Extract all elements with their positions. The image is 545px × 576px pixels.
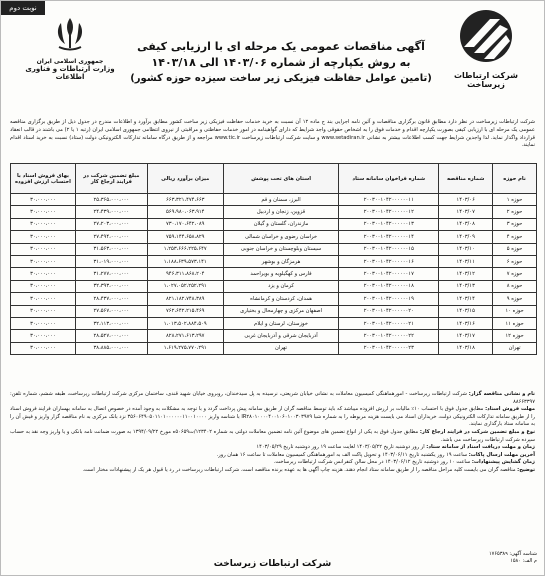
note-text: از روز دوشنبه تاریخ ۱۴۰۳/۰۵/۲۲ لغایت ساعت ۱۹ روز دوشنبه تاریخ ۱۴۰۳/۰۵/۲۹ — [256, 444, 425, 451]
note-text: ساعت ۱۹ روز یکشنبه تاریخ ۱۴۰۳/۰۶/۱۱ و تحویل پاکت الف به امورهماهنگی کمیسیون معاملات تا ساعت ۱۶ همان روز. — [216, 451, 468, 458]
cell-tender-number: ۱۴۰۳/۱۸ — [439, 342, 493, 354]
cell-guarantee: ۲۷،۲۰۳،۰۰۰،۰۰۰ — [75, 218, 147, 230]
cell-document-price: ۳۰،۰۰۰،۰۰۰ — [11, 280, 76, 292]
cell-guarantee: ۲۸،۵۲۷،۰۰۰،۰۰۰ — [75, 330, 147, 342]
cell-tender-number: ۱۴۰۳/۰۸ — [439, 218, 493, 230]
table-row — [11, 231, 537, 243]
cell-tender-number: ۱۴۰۳/۱۱ — [439, 255, 493, 267]
cell-estimate: ۸۲۱،۱۸۲،۷۴۸،۳۸۹ — [147, 293, 223, 305]
note-item — [10, 429, 535, 444]
cell-estimate: ۵۶۹،۹۸۰،۰۶۳،۹۱۴ — [147, 206, 223, 218]
cell-tender-number: ۱۴۰۳/۱۳ — [439, 280, 493, 292]
cell-document-price: ۳۰،۰۰۰،۰۰۰ — [11, 293, 76, 305]
cell-document-price: ۳۰،۰۰۰،۰۰۰ — [11, 317, 76, 329]
cell-guarantee: ۳۱،۲۷۷،۰۰۰،۰۰۰ — [75, 268, 147, 280]
cell-tender-number: ۱۴۰۳/۰۶ — [439, 194, 493, 206]
cell-estimate: ۱،۲۵۳،۶۶۶،۲۲۵،۶۴۷ — [147, 243, 223, 255]
table-row — [11, 218, 537, 230]
cell-guarantee: ۳۱،۵۶۳،۰۰۰،۰۰۰ — [75, 243, 147, 255]
note-label: مهلت فروش اسناد: — [485, 406, 535, 413]
cell-document-price: ۳۰،۰۰۰،۰۰۰ — [11, 342, 76, 354]
notice-titles — [126, 39, 436, 87]
note-text: شرکت ارتباطات زیرساخت - امورهماهنگی کمیسیون معاملات به نشانی خیابان شریعتی، نرسیده به پل سیدخندان، روبروی خیابان شهید قندی، ساختمان مرکزی شرکت ارتباطات زیرساخت، طبقه ششم، شماره تلفن: ۸۸۶۶۳۳۹۷ — [10, 391, 535, 405]
footer-company-name: شرکت ارتباطات زیرساخت — [213, 559, 332, 569]
table-row — [11, 305, 537, 317]
cell-region: حوزه ۱۰ — [493, 305, 537, 317]
notice-header — [1, 1, 544, 119]
cell-tender-number: ۱۴۰۳/۱۵ — [439, 305, 493, 317]
cell-estimate: ۹۴۶،۳۱۱،۸۶۸،۲۰۴ — [147, 268, 223, 280]
cell-estimate: ۶۶۳،۳۲۱،۴۷۴،۶۶۳ — [147, 194, 223, 206]
note-label: نوع و مبلغ تضمین شرکت در فرایند ارجاع کار: — [419, 428, 535, 435]
header-region: نام حوزه — [493, 164, 537, 194]
note-item — [10, 391, 535, 406]
cell-setad-number: ۲۰۰۳۰۰۱۰۴۲۰۰۰۰۰۰۲۰ — [339, 305, 439, 317]
cell-tender-number: ۱۴۰۳/۱۲ — [439, 268, 493, 280]
cell-region: حوزه ۱ — [493, 194, 537, 206]
cell-guarantee: ۲۵،۳۶۵،۰۰۰،۰۰۰ — [75, 194, 147, 206]
cell-document-price: ۳۰،۰۰۰،۰۰۰ — [11, 305, 76, 317]
cell-estimate: ۷۶۲،۶۴۲،۲۱۵،۴۶۹ — [147, 305, 223, 317]
cell-estimate: ۱،۰۲۷،۰۵۲،۲۵۲،۲۹۱ — [147, 280, 223, 292]
cell-region: حوزه ۳ — [493, 218, 537, 230]
ad-code: م الف: ۱۵۸۰ — [510, 558, 537, 564]
cell-document-price: ۳۰،۰۰۰،۰۰۰ — [11, 218, 76, 230]
cell-setad-number: ۲۰۰۳۰۰۱۰۴۲۰۰۰۰۰۰۲۳ — [339, 342, 439, 354]
header-tender-number: شماره مناقصه — [439, 164, 493, 194]
cell-estimate: ۸۲۸،۲۷۱،۶۱۳،۲۹۷ — [147, 330, 223, 342]
note-item — [10, 459, 535, 467]
cell-guarantee: ۳۲،۳۹۳،۰۰۰،۰۰۰ — [75, 280, 147, 292]
header-provinces: استان های تحت پوشش — [223, 164, 339, 194]
company-name: شرکت ارتباطات زیرساخت — [454, 71, 518, 89]
note-text: مطابق جدول فوق با احتساب ۱۰٪ مالیات بر ارزش افزوده میباشد که باید توسط مناقصه گران از طریق سامانه پیش پرداخت گردد و با توجه به مشکلات به وجود آمده در خصوص اتصال به سامانه بهسازان فرایند فروش اسناد را از طریق سامانه تدارکات الکترونیکی دولت، خریداران اسناد می بایست هزینه مربوطه را به شماره شبا IR۲۸۰۱۰۰۰۰۴۰۰۱۰۶۰۱۰۰۳۰۳۹۷۹ با شناسه واریز ۳۵۶۰۶۴۹۰۵۰۱۱۰۱۰۰۰۰۰۰۱۱۰۰۱۰۰۰۰ نزد بانک مرکزی به نام مناقصه گزار واریز و فیش آن را به سامانه ستاد بارگذاری نمایند. — [10, 406, 535, 428]
note-label: زمان گشایش پیشنهادات: — [471, 459, 535, 466]
note-text: ساعت ۱۰ روز دوشنبه تاریخ ۱۴۰۳/۰۶/۱۲ در محل سالن کنفرانس شرکت ارتباطات زیرساخت. — [273, 459, 471, 466]
cell-provinces: تهران — [223, 342, 339, 354]
cell-setad-number: ۲۰۰۳۰۰۱۰۴۲۰۰۰۰۰۰۱۴ — [339, 231, 439, 243]
header-document-price: بهای فروش اسناد با احتساب ارزش افزوده — [11, 164, 76, 194]
note-item — [10, 467, 535, 475]
cell-region: حوزه ۶ — [493, 255, 537, 267]
cell-document-price: ۳۰،۰۰۰،۰۰۰ — [11, 206, 76, 218]
intro-paragraph: شرکت ارتباطات زیرساخت در نظر دارد مطابق قانون برگزاری مناقصات و آئین نامه اجرایی بند ج ماده ۱۲ آن نسبت به خرید خدمات حفاظت فیزیکی زیر ساخت کشور مطابق برآورد و اطلاعات مندرج در جدول ذیل از طریق برگزاری مناقصه عمومی یک مرحله ای با ارزیابی کیفی بصورت یکپارچه اقدام و خدمات فوق را به اشخاص حقوقی واجد شرایط که دارای گواهینامه در امور خدمات حفاظتی و مراقبتی از نیروی انتظامی جمهوری اسلامی ایران (رتبه ۱ یا ۲) می باشند در قالب انعقاد قرارداد واگذار نماید. لذا واجدین شرایط جهت کسب اطلاعات بیشتر به نشانی www.setadiran.ir و سایت شرکت ارتباطات زیرساخت www.tic.ir مراجعه و از طریق درگاه سامانه تدارکات الکترونیکی دولت (ستاد) نسبت به خرید اسناد اقدام نمایند. — [10, 119, 536, 149]
cell-provinces: فارس و کهگیلویه و بویراحمد — [223, 268, 339, 280]
cell-document-price: ۳۰،۰۰۰،۰۰۰ — [11, 255, 76, 267]
table-row — [11, 194, 537, 206]
notice-title: آگهی مناقصات عمومی یک مرحله ای با ارزیابی کیفی — [137, 40, 425, 53]
cell-provinces: سیستان وبلوچستان و خراسان جنوبی — [223, 243, 339, 255]
cell-tender-number: ۱۴۰۳/۰۷ — [439, 206, 493, 218]
table-row — [11, 280, 537, 292]
cell-setad-number: ۲۰۰۳۰۰۱۰۴۲۰۰۰۰۰۰۱۶ — [339, 255, 439, 267]
cell-region: حوزه ۹ — [493, 293, 537, 305]
cell-guarantee: ۲۴،۴۳۹،۰۰۰،۰۰۰ — [75, 206, 147, 218]
cell-region: حوزه ۷ — [493, 268, 537, 280]
cell-tender-number: ۱۴۰۳/۱۷ — [439, 330, 493, 342]
cell-provinces: کرمان و یزد — [223, 280, 339, 292]
cell-setad-number: ۲۰۰۳۰۰۱۰۴۲۰۰۰۰۰۰۱۲ — [339, 206, 439, 218]
header-guarantee: مبلغ تضمین شرکت در فرایند ارجاع کار — [75, 164, 147, 194]
table-row — [11, 206, 537, 218]
note-text: مناقصه گران می بایست کلیه مراحل مناقصه را از طریق سامانه ستاد انجام دهند. هزینه چاپ آگهی ها به عهده برنده مناقصه است. شرکت ارتباطات زیرساخت در رد یا قبول هر یک از پیشنهادات مختار است. — [82, 466, 516, 473]
cell-setad-number: ۲۰۰۳۰۰۱۰۴۲۰۰۰۰۰۰۱۱ — [339, 194, 439, 206]
cell-guarantee: ۳۸،۸۸۵،۰۰۰،۰۰۰ — [75, 342, 147, 354]
cell-setad-number: ۲۰۰۳۰۰۱۰۴۲۰۰۰۰۰۰۱۹ — [339, 293, 439, 305]
note-item — [10, 406, 535, 429]
cell-guarantee: ۲۷،۵۶۷،۰۰۰،۰۰۰ — [75, 305, 147, 317]
cell-provinces: همدان، کردستان و کرمانشاه — [223, 293, 339, 305]
cell-region: حوزه ۱۲ — [493, 330, 537, 342]
ministry-logo — [15, 15, 125, 81]
ad-id: شناسه آگهی: ۱۷۶۵۳۸۹ — [488, 551, 537, 557]
cell-estimate: ۷۵۹،۱۴۴،۶۵۸،۸۲۹ — [147, 231, 223, 243]
cell-setad-number: ۲۰۰۳۰۰۱۰۴۲۰۰۰۰۰۰۱۷ — [339, 268, 439, 280]
cell-document-price: ۳۰،۰۰۰،۰۰۰ — [11, 330, 76, 342]
cell-setad-number: ۲۰۰۳۰۰۱۰۴۲۰۰۰۰۰۰۱۸ — [339, 280, 439, 292]
table-row — [11, 330, 537, 342]
iran-emblem-icon — [50, 15, 90, 53]
cell-setad-number: ۲۰۰۳۰۰۱۰۴۲۰۰۰۰۰۰۱۳ — [339, 218, 439, 230]
tender-notes — [10, 391, 535, 475]
cell-tender-number: ۱۴۰۳/۱۶ — [439, 317, 493, 329]
table-row — [11, 317, 537, 329]
cell-setad-number: ۲۰۰۳۰۰۱۰۴۲۰۰۰۰۰۰۱۵ — [339, 243, 439, 255]
note-label: توضیح: — [517, 466, 535, 473]
cell-setad-number: ۲۰۰۳۰۰۱۰۴۲۰۰۰۰۰۰۲۱ — [339, 317, 439, 329]
cell-estimate: ۱،۶۱۹،۲۷۵،۷۷۰،۲۹۱ — [147, 342, 223, 354]
table-row — [11, 342, 537, 354]
note-item — [10, 444, 535, 452]
note-text: مطابق جدول فوق به یکی از انواع تضمین های موضوع آئین نامه تضمین معاملات دولتی به شماره ۱۲۳۴۰۲/ت۵۰۶۵۹ه مورخ ۱۳۹۴/۰۹/۲۲ به صورت ضمانت نامه بانکی و یا واریز وجه نقد به حساب سپرده شرکت ارتباطات زیرساخت می باشد. — [10, 428, 535, 443]
cell-document-price: ۳۰،۰۰۰،۰۰۰ — [11, 243, 76, 255]
company-logo-icon — [454, 7, 518, 65]
cell-provinces: خراسان رضوی و خراسان شمالی — [223, 231, 339, 243]
cell-provinces: هرمزگان و بوشهر — [223, 255, 339, 267]
note-label: زمان و مهلت دریافت اسناد از سامانه ستاد: — [426, 444, 535, 451]
cell-estimate: ۱،۰۱۳،۵۰۲،۸۸۴،۵۰۹ — [147, 317, 223, 329]
cell-provinces: البرز، سمنان و قم — [223, 194, 339, 206]
cell-guarantee: ۳۲،۱۱۳،۰۰۰،۰۰۰ — [75, 317, 147, 329]
note-label: نام و نشانی مناقصه گزار: — [468, 391, 535, 397]
notice-tender-range: به روش یکپارچه از شماره ۱۴۰۳/۰۶ الی ۱۴۰۳/۱۸ — [151, 56, 411, 69]
ministry-name: وزارت ارتباطات و فناوری اطلاعات — [25, 65, 115, 81]
cell-provinces: مازندران، گلستان و گیلان — [223, 218, 339, 230]
header-setad-number: شماره فراخوان سامانه ستاد — [339, 164, 439, 194]
cell-tender-number: ۱۴۰۳/۰۹ — [439, 231, 493, 243]
cell-estimate: ۷۳۰،۱۷۰،۶۴۲،۰۸۹ — [147, 218, 223, 230]
cell-region: حوزه ۸ — [493, 280, 537, 292]
cell-region: تهران — [493, 342, 537, 354]
table-row — [11, 293, 537, 305]
publication-round-badge: نوبت دوم — [1, 1, 45, 15]
cell-region: حوزه ۲ — [493, 206, 537, 218]
tender-table — [10, 163, 537, 355]
cell-document-price: ۳۰،۰۰۰،۰۰۰ — [11, 268, 76, 280]
cell-setad-number: ۲۰۰۳۰۰۱۰۴۲۰۰۰۰۰۰۲۲ — [339, 330, 439, 342]
cell-guarantee: ۳۱،۰۱۹،۰۰۰،۰۰۰ — [75, 255, 147, 267]
cell-provinces: آذربایجان شرقی و آذربایجان غربی — [223, 330, 339, 342]
table-row — [11, 255, 537, 267]
cell-document-price: ۳۰،۰۰۰،۰۰۰ — [11, 194, 76, 206]
table-row — [11, 243, 537, 255]
cell-region: حوزه ۱۱ — [493, 317, 537, 329]
cell-tender-number: ۱۴۰۳/۱۰ — [439, 243, 493, 255]
country-name: جمهوری اسلامی ایران — [36, 58, 104, 65]
notice-subject: (تامین عوامل حفاظت فیزیکی زیر ساخت سیزده حوزه کشور) — [130, 73, 432, 84]
cell-provinces: قزوین، زنجان و اردبیل — [223, 206, 339, 218]
cell-estimate: ۱،۱۸۸،۶۳۹،۵۷۳،۱۴۱ — [147, 255, 223, 267]
cell-tender-number: ۱۴۰۳/۱۴ — [439, 293, 493, 305]
cell-region: حوزه ۴ — [493, 231, 537, 243]
cell-provinces: خوزستان، لرستان و ایلام — [223, 317, 339, 329]
cell-document-price: ۳۰،۰۰۰،۰۰۰ — [11, 231, 76, 243]
note-label: آخرین مهلت ارسال پاکات: — [468, 451, 535, 458]
cell-provinces: اصفهان مرکزی و چهارمحال و بختیاری — [223, 305, 339, 317]
cell-region: حوزه ۵ — [493, 243, 537, 255]
table-row — [11, 268, 537, 280]
table-header-row — [11, 164, 537, 194]
company-logo — [438, 7, 534, 99]
cell-guarantee: ۲۸،۴۳۷،۰۰۰،۰۰۰ — [75, 293, 147, 305]
header-estimate: میزان برآورد ریالی — [147, 164, 223, 194]
cell-guarantee: ۲۷،۴۹۴،۰۰۰،۰۰۰ — [75, 231, 147, 243]
tender-table-body — [11, 194, 537, 355]
